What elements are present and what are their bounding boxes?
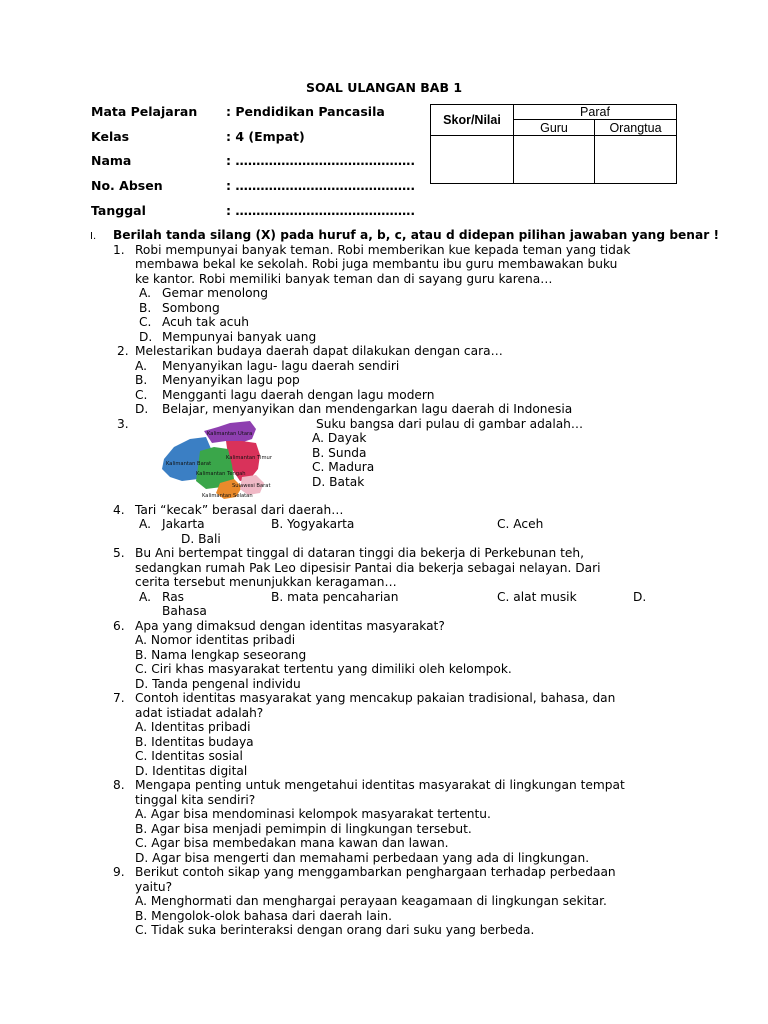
option-text[interactable]: C. Tidak suka berinteraksi dengan orang dari suku yang berbeda.: [135, 923, 535, 937]
option-text[interactable]: Sombong: [162, 301, 220, 315]
orangtua-header: Orangtua: [595, 120, 677, 136]
value-nama: : …………………………………….: [226, 153, 416, 168]
orangtua-signature-cell[interactable]: [595, 136, 677, 184]
guru-header: Guru: [514, 120, 595, 136]
map-label: Kalimantan Tengah: [196, 471, 246, 477]
option-text[interactable]: B. Mengolok-olok bahasa dari daerah lain.: [135, 909, 392, 923]
question-text: membawa bekal ke sekolah. Robi juga membantu ibu guru membawakan buku: [135, 257, 618, 271]
question-number: 2.: [117, 344, 129, 358]
question-text: tinggal kita sendiri?: [135, 793, 256, 807]
question-text: Tari “kecak” berasal dari daerah…: [135, 503, 344, 517]
option-letter[interactable]: D.: [139, 330, 153, 344]
option-text[interactable]: B. Agar bisa menjadi pemimpin di lingkungan tersebut.: [135, 822, 472, 836]
question-text: cerita tersebut menunjukkan keragaman…: [135, 575, 397, 589]
label-no-absen: No. Absen: [91, 178, 163, 193]
section-number: I.: [90, 231, 97, 242]
question-text: Mengapa penting untuk mengetahui identitas masyarakat di lingkungan tempat: [135, 778, 625, 792]
label-tanggal: Tanggal: [91, 203, 146, 218]
option-letter[interactable]: D.: [135, 402, 149, 416]
score-table: [430, 104, 677, 184]
question-text: sedangkan rumah Pak Leo dipesisir Pantai dia bekerja sebagai nelayan. Dari: [135, 561, 601, 575]
question-number: 5.: [113, 546, 125, 560]
question-text: Berikut contoh sikap yang menggambarkan penghargaan terhadap perbedaan: [135, 865, 616, 879]
question-text: Bu Ani bertempat tinggal di dataran tinggi dia bekerja di Perkebunan teh,: [135, 546, 584, 560]
question-number: 9.: [113, 865, 125, 879]
option-text[interactable]: Mempunyai banyak uang: [162, 330, 317, 344]
score-cell[interactable]: [431, 136, 514, 184]
map-label: Kalimantan Selatan: [202, 493, 253, 499]
question-text: Melestarikan budaya daerah dapat dilakukan dengan cara…: [135, 344, 503, 358]
option-letter[interactable]: A.: [135, 359, 147, 373]
map-label: Kalimantan Utara: [207, 431, 253, 437]
option-text[interactable]: A. Nomor identitas pribadi: [135, 633, 296, 647]
question-number: 7.: [113, 691, 125, 705]
option-text[interactable]: A. Agar bisa mendominasi kelompok masyarakat tertentu.: [135, 807, 491, 821]
value-mata-pelajaran: : Pendidikan Pancasila: [226, 104, 385, 119]
question-text: adat istiadat adalah?: [135, 706, 264, 720]
option-text[interactable]: C. Agar bisa membedakan mana kawan dan lawan.: [135, 836, 449, 850]
value-no-absen: : …………………………………….: [226, 178, 416, 193]
value-kelas: : 4 (Empat): [226, 129, 305, 144]
option-letter[interactable]: A.: [139, 590, 151, 604]
option-letter[interactable]: A.: [139, 517, 151, 531]
question-number: 8.: [113, 778, 125, 792]
option-text[interactable]: B. mata pencaharian: [271, 590, 399, 604]
option-text[interactable]: B. Nama lengkap seseorang: [135, 648, 307, 662]
map-label: Sulawesi Barat: [232, 483, 271, 489]
map-label: Kalimantan Timur: [226, 455, 272, 461]
label-kelas: Kelas: [91, 129, 130, 144]
option-text[interactable]: C. Madura: [312, 460, 375, 474]
option-text[interactable]: D. Batak: [312, 475, 365, 489]
option-text[interactable]: Jakarta: [162, 517, 205, 531]
question-number: 3.: [117, 417, 129, 431]
question-text: yaitu?: [135, 880, 173, 894]
option-text[interactable]: Mengganti lagu daerah dengan lagu modern: [162, 388, 435, 402]
score-header: Skor/Nilai: [431, 105, 514, 136]
option-letter[interactable]: D.: [633, 590, 647, 604]
option-text[interactable]: Menyanyikan lagu- lagu daerah sendiri: [162, 359, 400, 373]
option-text[interactable]: A. Dayak: [312, 431, 367, 445]
question-text: Robi mempunyai banyak teman. Robi memberikan kue kepada teman yang tidak: [135, 243, 631, 257]
option-text[interactable]: B. Yogyakarta: [271, 517, 355, 531]
question-text: Suku bangsa dari pulau di gambar adalah…: [316, 417, 584, 431]
question-number: 4.: [113, 503, 125, 517]
value-tanggal: : …………………………………….: [226, 203, 416, 218]
question-text: Contoh identitas masyarakat yang mencakup pakaian tradisional, bahasa, dan: [135, 691, 616, 705]
option-letter[interactable]: C.: [139, 315, 152, 329]
option-text[interactable]: C. Ciri khas masyarakat tertentu yang dimiliki oleh kelompok.: [135, 662, 512, 676]
question-number: 1.: [113, 243, 125, 257]
option-text[interactable]: D. Identitas digital: [135, 764, 248, 778]
option-text[interactable]: Ras: [162, 590, 185, 604]
option-text[interactable]: D. Agar bisa mengerti dan memahami perbedaan yang ada di lingkungan.: [135, 851, 590, 865]
option-text[interactable]: Acuh tak acuh: [162, 315, 249, 329]
paraf-header: Paraf: [514, 105, 677, 120]
label-nama: Nama: [91, 153, 132, 168]
label-mata-pelajaran: Mata Pelajaran: [91, 104, 198, 119]
option-text[interactable]: C. alat musik: [497, 590, 577, 604]
question-text: Apa yang dimaksud dengan identitas masyarakat?: [135, 619, 445, 633]
option-text[interactable]: B. Identitas budaya: [135, 735, 254, 749]
option-text[interactable]: Menyanyikan lagu pop: [162, 373, 300, 387]
option-text[interactable]: Belajar, menyanyikan dan mendengarkan lagu daerah di Indonesia: [162, 402, 573, 416]
page-title: SOAL ULANGAN BAB 1: [305, 80, 463, 95]
option-text[interactable]: D. Bali: [181, 532, 221, 546]
option-text[interactable]: D. Tanda pengenal individu: [135, 677, 301, 691]
guru-signature-cell[interactable]: [514, 136, 595, 184]
option-text[interactable]: B. Sunda: [312, 446, 367, 460]
option-text[interactable]: A. Identitas pribadi: [135, 720, 251, 734]
option-letter[interactable]: C.: [135, 388, 148, 402]
kalimantan-map: [160, 421, 272, 503]
option-letter[interactable]: A.: [139, 286, 151, 300]
option-text[interactable]: A. Menghormati dan menghargai perayaan keagamaan di lingkungan sekitar.: [135, 894, 607, 908]
question-number: 6.: [113, 619, 125, 633]
option-letter[interactable]: B.: [139, 301, 152, 315]
instruction-text: Berilah tanda silang (X) pada huruf a, b, c, atau d didepan pilihan jawaban yang benar !: [113, 228, 720, 242]
map-label: Kalimantan Barat: [166, 461, 212, 467]
option-text[interactable]: Bahasa: [162, 604, 207, 618]
question-text: ke kantor. Robi memiliki banyak teman dan di sayang guru karena…: [135, 272, 553, 286]
option-text[interactable]: C. Aceh: [497, 517, 544, 531]
option-letter[interactable]: B.: [135, 373, 148, 387]
option-text[interactable]: C. Identitas sosial: [135, 749, 243, 763]
option-text[interactable]: Gemar menolong: [162, 286, 269, 300]
